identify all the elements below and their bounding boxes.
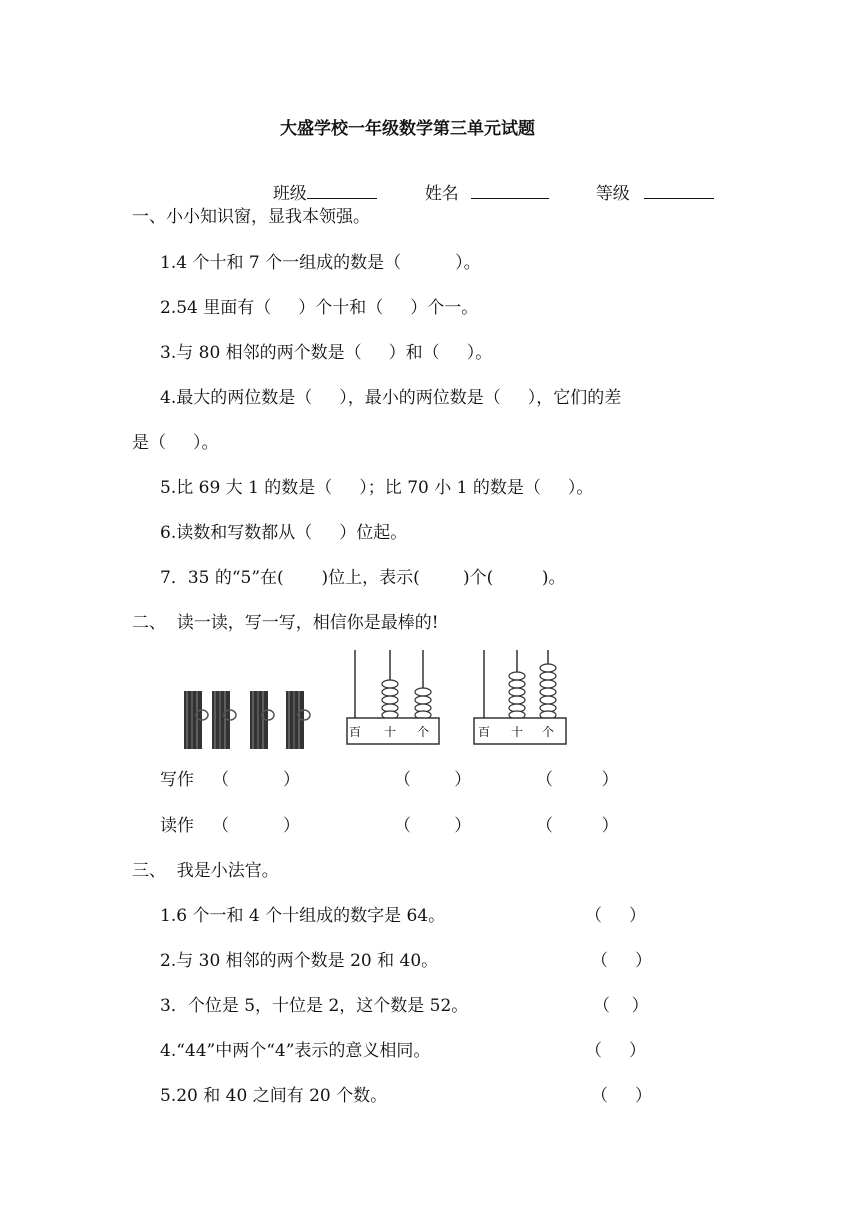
judge-mark-4[interactable]: （ ） (585, 1041, 647, 1061)
question-1-1: 1.4 个十和 7 个一组成的数是（ ）。 (160, 253, 481, 273)
section2-heading: 二、 读一读，写一写，相信你是最棒的! (132, 613, 439, 633)
question-1-2: 2.54 里面有（ ）个十和（ ）个一。 (160, 298, 479, 318)
abacus-2-ones-label: 个 (541, 725, 555, 739)
judge-item-5: 5.20 和 40 之间有 20 个数。 (160, 1086, 388, 1106)
section1-heading: 一、小小知识窗，显我本领强。 (132, 207, 370, 227)
question-1-5: 5.比 69 大 1 的数是（ ）；比 70 小 1 的数是（ ）。 (160, 478, 594, 498)
read-label: 读作 (160, 816, 194, 836)
abacus-1-hundreds-label: 百 (348, 725, 362, 739)
grade-field (585, 160, 714, 205)
read-blank-1[interactable]: （ ） (212, 816, 301, 836)
judge-mark-1[interactable]: （ ） (585, 906, 647, 926)
name-label: 姓名 (424, 184, 459, 204)
info-row (262, 160, 377, 205)
name-field (414, 160, 549, 205)
question-1-4-continued: 是（ ）。 (132, 433, 219, 453)
abacus-1 (345, 650, 445, 750)
stick-bundle (184, 691, 208, 749)
read-blank-3[interactable]: （ ） (536, 816, 619, 836)
page-title: 大盛学校一年级数学第三单元试题 (280, 119, 535, 139)
abacus-1-ones-label: 个 (416, 725, 430, 739)
write-blank-3[interactable]: （ ） (536, 770, 619, 790)
abacus-2-tens-label: 十 (510, 725, 524, 739)
class-blank[interactable] (307, 182, 377, 199)
write-blank-1[interactable]: （ ） (212, 770, 301, 790)
judge-item-1: 1.6 个一和 4 个十组成的数字是 64。 (160, 906, 446, 926)
name-blank[interactable] (471, 182, 549, 199)
stick-bundle (286, 691, 310, 749)
abacus-2 (472, 650, 572, 750)
stick-bundle (250, 691, 274, 749)
abacus-2-hundreds-label: 百 (477, 725, 491, 739)
grade-label: 等级 (595, 184, 630, 204)
grade-blank[interactable] (644, 182, 714, 199)
question-1-7: 7．35 的“5”在( )位上，表示( )个( )。 (160, 568, 566, 588)
write-blank-2[interactable]: （ ） (394, 770, 472, 790)
judge-mark-3[interactable]: （ ） (593, 996, 649, 1016)
judge-item-4: 4.“44”中两个“4”表示的意义相同。 (160, 1041, 431, 1061)
abacus-1-tens-label: 十 (383, 725, 397, 739)
question-1-6: 6.读数和写数都从（ ）位起。 (160, 523, 408, 543)
stick-bundles-image (180, 685, 315, 755)
read-blank-2[interactable]: （ ） (394, 816, 472, 836)
question-1-4: 4.最大的两位数是（ ），最小的两位数是（ ），它们的差 (160, 388, 622, 408)
judge-item-2: 2.与 30 相邻的两个数是 20 和 40。 (160, 951, 439, 971)
stick-bundle (212, 691, 236, 749)
write-label: 写作 (160, 770, 194, 790)
question-1-3: 3.与 80 相邻的两个数是（ ）和（ ）。 (160, 343, 493, 363)
judge-mark-5[interactable]: （ ） (591, 1086, 653, 1106)
judge-mark-2[interactable]: （ ） (591, 951, 653, 971)
class-label: 班级 (272, 184, 307, 204)
judge-item-3: 3．个位是 5，十位是 2，这个数是 52。 (160, 996, 469, 1016)
section3-heading: 三、 我是小法官。 (132, 861, 279, 881)
